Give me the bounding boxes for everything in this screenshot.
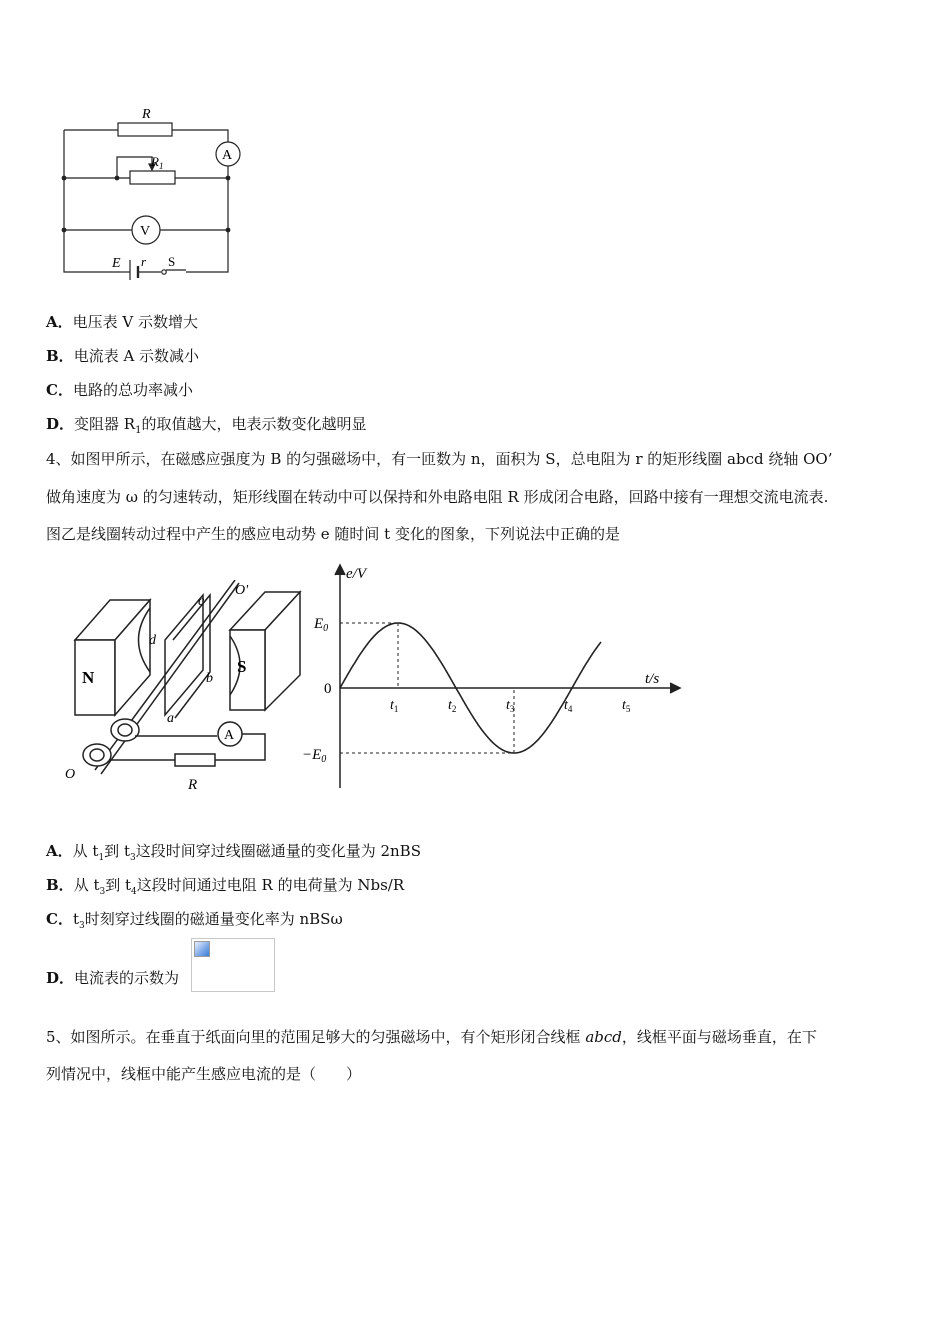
circuit-diagram xyxy=(55,100,255,280)
q4-stem-line-2: 做角速度为 ω 的匀速转动，矩形线圈在转动中可以保持和外电路电阻 R 形成闭合电路，回路中接有一理想交流电流表. xyxy=(46,488,829,506)
broken-image-icon xyxy=(194,941,210,957)
resistor-label: R xyxy=(188,777,198,793)
q3-option-b: B．电流表 A 示数减小 xyxy=(46,347,200,365)
axis-label-o: O xyxy=(65,767,76,782)
x-tick-t5: $t_5$ xyxy=(622,698,631,714)
label-r: R xyxy=(142,107,151,122)
coil-label-a: a xyxy=(167,711,174,726)
x-tick-t3: $t_3$ xyxy=(506,698,515,714)
q5-stem-line-2: 列情况中，线框中能产生感应电流的是（ ） xyxy=(46,1065,362,1083)
magnet-s-label: S xyxy=(237,657,247,676)
q4-stem-line-3: 图乙是线圈转动过程中产生的感应电动势 e 随时间 t 变化的图象，下列说法中正确的是 xyxy=(46,525,620,543)
label-switch: S xyxy=(168,254,176,269)
x-tick-t4: $t_4$ xyxy=(564,698,573,714)
generator-diagram xyxy=(55,580,335,800)
q3-option-a: A．电压表 V 示数增大 xyxy=(46,313,199,331)
ammeter-label: A xyxy=(224,728,235,743)
y-tick-zero: 0 xyxy=(324,681,332,697)
x-axis-label: t/s xyxy=(645,671,660,687)
formula-image xyxy=(191,938,275,992)
label-e: E xyxy=(112,256,121,271)
y-axis-label: e/V xyxy=(346,566,366,582)
q3-option-d: D．变阻器 $R_1$的取值越大，电表示数变化越明显 xyxy=(46,415,367,436)
y-tick-e0: $E_0$ xyxy=(314,616,329,634)
q4-option-b: B．从 $t_3$到 $t_4$这段时间通过电阻 R 的电荷量为 Nbs/R xyxy=(46,876,405,897)
y-tick-neg-e0: $-E_0$ xyxy=(302,747,327,765)
label-r1: $R_1$ xyxy=(151,154,164,171)
voltmeter-label: V xyxy=(140,224,151,239)
q4-stem-line-1: 4、如图甲所示，在磁感应强度为 B 的匀强磁场中，有一匝数为 n，面积为 S，总电阻为 r 的矩形线圈 abcd 绕轴 OO’ xyxy=(46,450,833,468)
ammeter-label: A xyxy=(222,148,233,163)
q3-option-c: C．电路的总功率减小 xyxy=(46,381,193,399)
label-r-internal: r xyxy=(141,254,147,269)
coil-label-d: d xyxy=(149,633,156,648)
q4-option-c: C．$t_3$时刻穿过线圈的磁通量变化率为 nBSω xyxy=(46,910,343,931)
emf-time-chart xyxy=(300,560,700,795)
magnet-n-label: N xyxy=(82,668,95,687)
q4-option-a: A．从 $t_1$到 $t_3$这段时间穿过线圈磁通量的变化量为 2nBS xyxy=(46,842,421,863)
axis-label-o-prime: O' xyxy=(235,583,249,598)
x-tick-t1: $t_1$ xyxy=(390,698,399,714)
coil-label-b: b xyxy=(206,671,213,686)
q5-stem-line-1: 5、如图所示。在垂直于纸面向里的范围足够大的匀强磁场中，有个矩形闭合线框 abcd，线框平面与磁场垂直，在下 xyxy=(46,1028,817,1046)
q4-option-d: D．电流表的示数为 xyxy=(46,969,180,987)
coil-label-c: c xyxy=(198,594,205,609)
x-tick-t2: $t_2$ xyxy=(448,698,457,714)
